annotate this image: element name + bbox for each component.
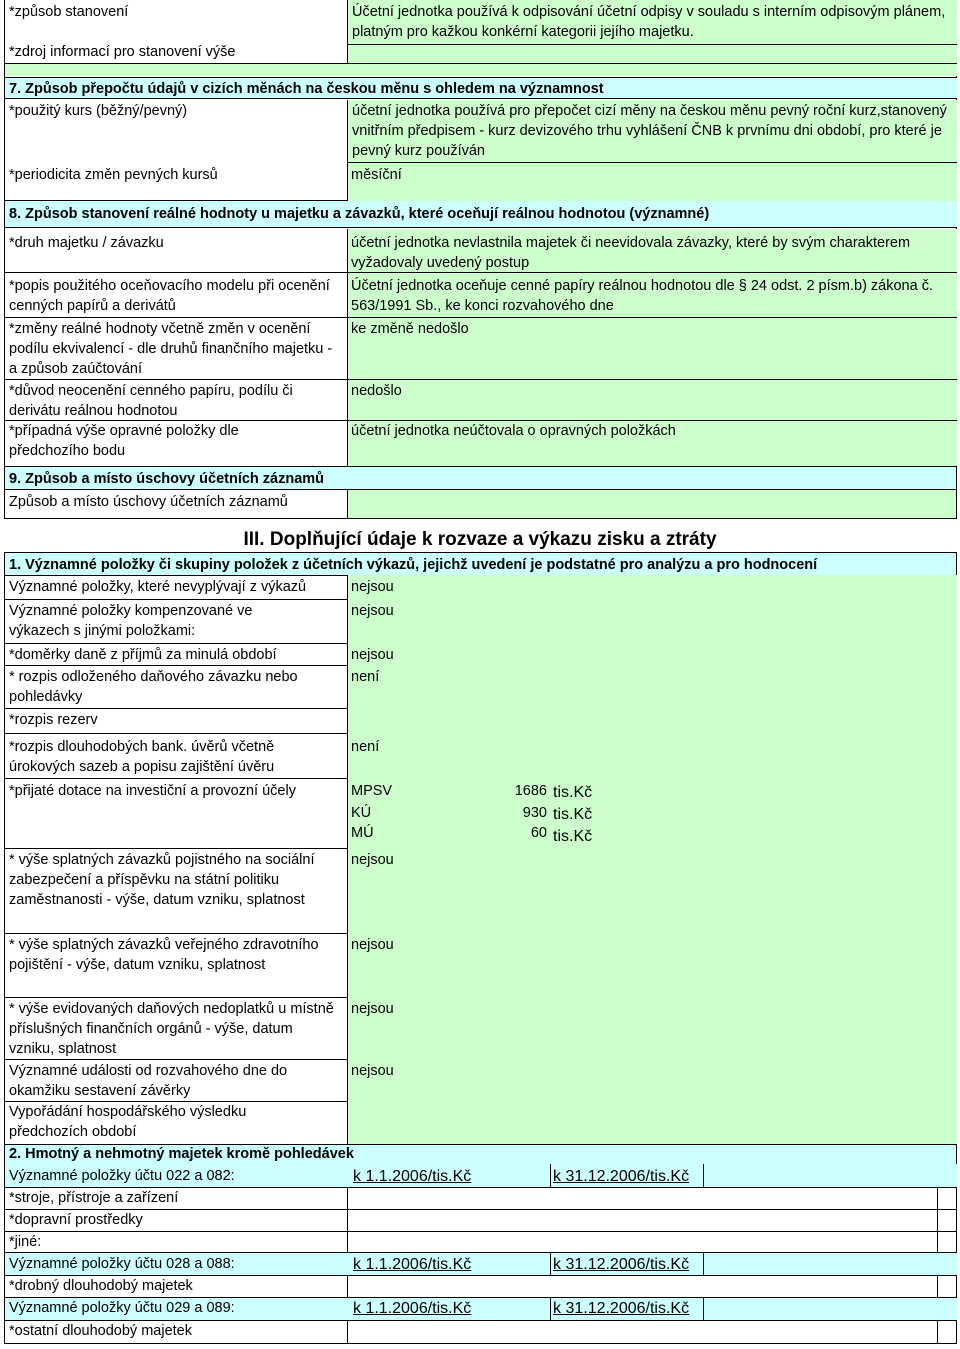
method-value: Účetní jednotka používá k odpisování účetní odpisy v souladu s interním odpisovým plánem, platným pro kažkou konkérní kategorii jejího majetku. (347, 0, 957, 44)
p3-row9-label: * výše evidovaných daňových nedoplatků u místně příslušných finančních orgánů - výše, datum vzniku, splatnost (9, 1001, 338, 1057)
p3-row1-label: Významné položky, které nevyplývají z výkazů (9, 579, 307, 595)
s8-row2-value: Účetní jednotka oceňuje cenné papíry reálnou hodnotou dle § 24 odst. 2 písm.b) zákona č. 563/1991 Sb., ke konci rozvahového dne (351, 278, 938, 314)
g1-item1: *stroje, přístroje a zařízení (9, 1190, 179, 1206)
storage-value (347, 490, 956, 518)
subsidies-label: *přijaté dotace na investiční a provozní účely (9, 783, 296, 799)
s8-row2-label: *popis použitého oceňovacího modelu při ocenění cenných papírů a derivátů (9, 278, 334, 314)
g2-label: Významné položky účtu 028 a 088: (9, 1256, 235, 1272)
subsidy-mu-unit: tis.Kč (553, 828, 593, 845)
g1-col1: k 1.1.2006/tis.Kč (353, 1168, 472, 1185)
g3-label: Významné položky účtu 029 a 089: (9, 1300, 235, 1316)
section-8-title: 8. Způsob stanovení reálné hodnoty u majetku a závazků, které oceňují reálnou hodnotou (významné) (5, 201, 957, 228)
divider (5, 317, 957, 318)
divider (550, 1253, 551, 1276)
subsidy-mpsv-name: MPSV (351, 783, 393, 799)
divider (5, 272, 957, 273)
p3-row7-value: nejsou (351, 852, 394, 868)
period-label: *periodicita změn pevných kursů (9, 167, 218, 183)
g3-col2: k 31.12.2006/tis.Kč (553, 1300, 690, 1317)
divider (347, 162, 957, 163)
part-3-title: III. Doplňující údaje k rozvaze a výkazu zisku a ztráty (243, 529, 717, 550)
divider (703, 1298, 704, 1321)
divider (5, 848, 347, 849)
p3-row3-value: nejsou (351, 647, 394, 663)
subsidy-mpsv-amount: 1686 (514, 783, 547, 799)
divider (5, 997, 347, 998)
g1-col2: k 31.12.2006/tis.Kč (553, 1168, 690, 1185)
p3-row1-value: nejsou (351, 579, 394, 595)
p3-row3-label: *doměrky daně z příjmů za minulá období (9, 647, 277, 663)
p3-row10-value: nejsou (351, 1063, 394, 1079)
section-9-title: 9. Způsob a místo úschovy účetních záznamů (4, 466, 957, 490)
p3-row7-label: * výše splatných závazků pojistného na sociální zabezpečení a příspěvku na státní politiku zaměstnanosti - výše, datum vzniku, splatnost (9, 852, 319, 908)
part-3-s2-title: 2. Hmotný a nehmotný majetek kromě pohledávek (4, 1144, 957, 1165)
period-value: měsíční (351, 167, 402, 183)
divider (5, 778, 347, 779)
section-7-block (4, 64, 957, 201)
p3-row4-value: není (351, 669, 380, 685)
section-9-row (4, 489, 957, 519)
method-label: *způsob stanovení (9, 4, 129, 20)
subsidy-mu-name: MÚ (351, 825, 374, 841)
divider (5, 379, 957, 380)
s8-row4-value: nedošlo (351, 383, 402, 399)
s8-row3-label: *změny reálné hodnoty včetně změn v ocenění podílu ekvivalencí - dle druhů finančního majetku - a způsob zaúčtování (9, 321, 337, 377)
divider (5, 708, 347, 709)
s8-row5-label: *případná výše opravné položky dle předchozího bodu (9, 423, 243, 459)
divider (5, 1059, 347, 1060)
s8-row4-label: *důvod neocenění cenného papíru, podílu či derivátu reálnou hodnotou (9, 383, 297, 419)
divider (703, 1164, 704, 1188)
divider (5, 933, 347, 934)
subsidy-mu-amount: 60 (530, 825, 547, 841)
s8-row3-value: ke změně nedošlo (351, 321, 469, 337)
divider (550, 1298, 551, 1321)
divider (550, 1164, 551, 1188)
g1-item3: *jiné: (9, 1234, 42, 1250)
g1-item2: *dopravní prostředky (9, 1212, 143, 1228)
p3-row6-value: není (351, 739, 380, 755)
section-6-block (4, 0, 957, 64)
source-value (347, 44, 957, 63)
section-7-title: 7. Způsob přepočtu údajů v cizích měnách na českou měnu s ohledem na významnost (5, 77, 957, 99)
p3-row10-label: Významné události od rozvahového dne do okamžiku sestavení závěrky (9, 1063, 292, 1099)
p3-row8-value: nejsou (351, 937, 394, 953)
g1-label: Významné položky účtu 022 a 082: (9, 1168, 235, 1184)
subsidy-ku-unit: tis.Kč (553, 806, 593, 823)
section-7-bg-left (5, 64, 957, 76)
part-3-s2-block (4, 1164, 957, 1344)
subsidy-ku-amount: 930 (522, 805, 547, 821)
subsidy-ku-name: KÚ (351, 805, 372, 821)
divider (5, 665, 347, 666)
s8-row1-value: účetní jednotka nevlastnila majetek či neevidovala závazky, které by svým charakterem vyžadovaly uvedený postup (351, 235, 915, 271)
p3-row9-value: nejsou (351, 1001, 394, 1017)
p3-row5-label: *rozpis rezerv (9, 712, 98, 728)
p3-row2-value: nejsou (351, 603, 394, 619)
divider (5, 643, 347, 644)
g2-col1: k 1.1.2006/tis.Kč (353, 1256, 472, 1273)
p3-row11-label: Vypořádání hospodářského výsledku předchozích období (9, 1104, 251, 1140)
s8-row1-label: *druh majetku / závazku (9, 235, 164, 251)
part-3-s1-title: 1. Významné položky či skupiny položek z účetních výkazů, jejichž uvedení je podstatné pro analýzu a pro hodnocení (4, 552, 957, 576)
g2-col2: k 31.12.2006/tis.Kč (553, 1256, 690, 1273)
divider (703, 1253, 704, 1276)
divider (5, 599, 347, 600)
part-3-s1-block (4, 575, 957, 1144)
rate-label: *použitý kurs (běžný/pevný) (9, 103, 188, 119)
divider (5, 733, 347, 734)
s8-row5-value: účetní jednotka neúčtovala o opravných položkách (351, 423, 676, 439)
g2-item1: *drobný dlouhodobý majetek (9, 1278, 193, 1294)
p3-row4-label: * rozpis odloženého daňového závazku nebo pohledávky (9, 669, 302, 705)
source-label: *zdroj informací pro stanovení výše (9, 44, 236, 60)
rate-value: účetní jednotka používá pro přepočet cizí měny na českou měnu pevný roční kurz,stanovený vnitřním předpisem - kurz devizového trhu vyhlášení ČNB k prvnímu dni období, pro které je pevný kurz používán (347, 100, 957, 224)
g3-col1: k 1.1.2006/tis.Kč (353, 1300, 472, 1317)
g3-item1: *ostatní dlouhodobý majetek (9, 1323, 192, 1339)
p3-row2-label: Významné položky kompenzované ve výkazech s jinými položkami: (9, 603, 257, 639)
p3-row6-label: *rozpis dlouhodobých bank. úvěrů včetně úrokových sazeb a popisu zajištění úvěru (9, 739, 279, 775)
subsidy-mpsv-unit: tis.Kč (553, 784, 593, 801)
section-8-block (4, 201, 957, 466)
p3-row8-label: * výše splatných závazků veřejného zdravotního pojištění - výše, datum vzniku, splatnost (9, 937, 323, 973)
storage-label: Způsob a místo úschovy účetních záznamů (9, 494, 288, 510)
